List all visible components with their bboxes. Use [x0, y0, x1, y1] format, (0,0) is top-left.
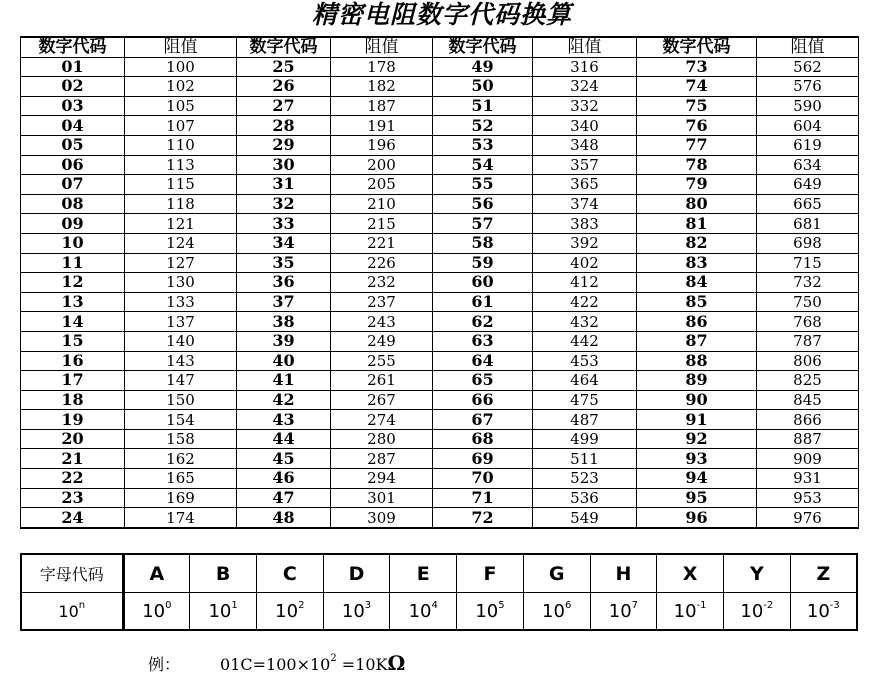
table-body	[21, 57, 859, 528]
resistance-value-cell: 432	[533, 312, 637, 332]
resistance-value-cell: 107	[125, 116, 237, 136]
header-code: 数字代码	[21, 37, 125, 57]
digit-code-cell: 02	[21, 77, 125, 97]
digit-code-cell: 69	[433, 449, 533, 469]
table-row	[21, 410, 859, 430]
multiplier-exponent: 3	[364, 599, 372, 611]
letter-code-cell: C	[256, 554, 323, 593]
letter-code-cell: D	[323, 554, 390, 593]
digit-code-cell: 77	[637, 135, 757, 155]
digit-code-cell: 65	[433, 371, 533, 391]
digit-code-cell: 26	[237, 77, 331, 97]
resistance-value-cell: 210	[331, 194, 433, 214]
resistance-value-cell: 187	[331, 96, 433, 116]
example-prefix: 例：	[148, 655, 181, 674]
digit-code-cell: 91	[637, 410, 757, 430]
digit-code-cell: 73	[637, 57, 757, 77]
table-row	[21, 155, 859, 175]
resistance-value-cell: 243	[331, 312, 433, 332]
digit-code-cell: 06	[21, 155, 125, 175]
letter-code-cell: Y	[723, 554, 790, 593]
letter-code-table	[20, 553, 858, 631]
resistance-value-cell: 182	[331, 77, 433, 97]
resistance-value-cell: 523	[533, 469, 637, 489]
resistance-value-cell: 665	[757, 194, 859, 214]
digit-code-cell: 11	[21, 253, 125, 273]
digit-code-cell: 31	[237, 175, 331, 195]
table-row	[21, 390, 859, 410]
digit-code-cell: 28	[237, 116, 331, 136]
digit-code-cell: 45	[237, 449, 331, 469]
resistance-value-cell: 287	[331, 449, 433, 469]
example-formula: 01C=100×10	[220, 655, 331, 674]
digit-code-cell: 62	[433, 312, 533, 332]
multiplier-base: 10	[208, 600, 232, 622]
digit-code-cell: 61	[433, 292, 533, 312]
multiplier-base: 10	[408, 600, 432, 622]
resistance-value-cell: 392	[533, 233, 637, 253]
resistance-value-cell: 453	[533, 351, 637, 371]
digit-code-cell: 56	[433, 194, 533, 214]
resistance-value-cell: 340	[533, 116, 637, 136]
digit-code-cell: 47	[237, 488, 331, 508]
resistance-value-cell: 316	[533, 57, 637, 77]
multiplier-base: 10	[475, 600, 499, 622]
digit-code-cell: 78	[637, 155, 757, 175]
digit-code-cell: 79	[637, 175, 757, 195]
resistance-value-cell: 365	[533, 175, 637, 195]
digit-code-cell: 50	[433, 77, 533, 97]
resistance-value-cell: 102	[125, 77, 237, 97]
table-row	[21, 508, 859, 528]
resistance-value-cell: 121	[125, 214, 237, 234]
resistance-value-cell: 768	[757, 312, 859, 332]
resistance-value-cell: 115	[125, 175, 237, 195]
resistance-value-cell: 124	[125, 233, 237, 253]
multiplier-cell	[723, 593, 790, 631]
letter-code-cell: G	[523, 554, 590, 593]
multiplier-base: 10	[542, 600, 565, 622]
letter-code-cell: F	[457, 554, 524, 593]
digit-code-cell: 71	[433, 488, 533, 508]
digit-code-cell: 36	[237, 273, 331, 293]
multiplier-cell	[457, 593, 524, 631]
resistance-value-cell: 143	[125, 351, 237, 371]
multiplier-cell	[390, 593, 457, 631]
digit-code-cell: 92	[637, 429, 757, 449]
table-row	[21, 429, 859, 449]
power-row	[21, 593, 857, 631]
table-row	[21, 135, 859, 155]
digit-code-cell: 09	[21, 214, 125, 234]
multiplier-exponent: 6	[564, 599, 572, 611]
resistance-value-cell: 604	[757, 116, 859, 136]
digit-code-cell: 05	[21, 135, 125, 155]
resistance-value-cell: 499	[533, 429, 637, 449]
digit-code-cell: 24	[21, 508, 125, 528]
multiplier-exponent: -2	[763, 599, 774, 611]
digit-code-cell: 29	[237, 135, 331, 155]
digit-code-cell: 85	[637, 292, 757, 312]
resistance-value-cell: 267	[331, 390, 433, 410]
resistance-value-cell: 549	[533, 508, 637, 528]
resistance-value-cell: 200	[331, 155, 433, 175]
table-row	[21, 273, 859, 293]
digit-code-cell: 59	[433, 253, 533, 273]
table-row	[21, 175, 859, 195]
header-code: 数字代码	[433, 37, 533, 57]
digit-code-cell: 22	[21, 469, 125, 489]
multiplier-base: 10	[341, 600, 365, 622]
digit-code-cell: 74	[637, 77, 757, 97]
table-row	[21, 233, 859, 253]
resistance-value-cell: 536	[533, 488, 637, 508]
power-label-exp: n	[78, 599, 86, 611]
resistance-value-cell: 619	[757, 135, 859, 155]
digit-code-cell: 42	[237, 390, 331, 410]
digit-code-cell: 08	[21, 194, 125, 214]
digit-code-cell: 32	[237, 194, 331, 214]
multiplier-exponent: 5	[498, 599, 505, 611]
multiplier-base: 10	[740, 600, 764, 622]
letter-code-cell: B	[190, 554, 257, 593]
digit-code-cell: 21	[21, 449, 125, 469]
digit-code-cell: 07	[21, 175, 125, 195]
multiplier-exponent: 1	[231, 599, 238, 611]
digit-code-cell: 37	[237, 292, 331, 312]
multiplier-base: 10	[673, 600, 697, 622]
multiplier-exponent: 4	[431, 599, 438, 611]
resistance-value-cell: 464	[533, 371, 637, 391]
resistance-value-cell: 127	[125, 253, 237, 273]
digit-code-cell: 14	[21, 312, 125, 332]
resistance-value-cell: 215	[331, 214, 433, 234]
digit-code-cell: 84	[637, 273, 757, 293]
resistance-value-cell: 576	[757, 77, 859, 97]
digit-code-cell: 66	[433, 390, 533, 410]
letter-code-cell: X	[657, 554, 724, 593]
resistance-value-cell: 140	[125, 331, 237, 351]
digit-code-cell: 33	[237, 214, 331, 234]
digit-code-cell: 17	[21, 371, 125, 391]
multiplier-base: 10	[608, 600, 632, 622]
resistance-value-cell: 825	[757, 371, 859, 391]
digit-code-cell: 10	[21, 233, 125, 253]
resistance-value-cell: 787	[757, 331, 859, 351]
digit-code-cell: 16	[21, 351, 125, 371]
letter-code-cell: A	[123, 554, 190, 593]
resistance-value-cell: 205	[331, 175, 433, 195]
digit-code-cell: 81	[637, 214, 757, 234]
digit-code-cell: 53	[433, 135, 533, 155]
resistance-value-cell: 750	[757, 292, 859, 312]
resistance-value-cell: 357	[533, 155, 637, 175]
page-title: 精密电阻数字代码换算	[311, 0, 572, 29]
resistance-value-cell: 422	[533, 292, 637, 312]
multiplier-base: 10	[806, 600, 830, 622]
header-value: 阻值	[533, 37, 637, 57]
digit-code-cell: 70	[433, 469, 533, 489]
multiplier-base: 10	[142, 600, 166, 622]
resistance-value-cell: 412	[533, 273, 637, 293]
digit-code-cell: 88	[637, 351, 757, 371]
resistance-value-cell: 332	[533, 96, 637, 116]
digit-code-cell: 19	[21, 410, 125, 430]
resistance-value-cell: 237	[331, 292, 433, 312]
digit-code-cell: 83	[637, 253, 757, 273]
table-row	[21, 96, 859, 116]
digit-code-cell: 30	[237, 155, 331, 175]
table-row	[21, 312, 859, 332]
multiplier-cell	[256, 593, 323, 631]
digit-code-cell: 89	[637, 371, 757, 391]
digit-code-cell: 39	[237, 331, 331, 351]
letter-code-cell: Z	[790, 554, 857, 593]
resistance-value-cell: 196	[331, 135, 433, 155]
resistance-value-cell: 255	[331, 351, 433, 371]
resistance-value-cell: 274	[331, 410, 433, 430]
digit-code-cell: 63	[433, 331, 533, 351]
letter-code-cell: E	[390, 554, 457, 593]
multiplier-cell	[523, 593, 590, 631]
table-row	[21, 449, 859, 469]
digit-code-cell: 54	[433, 155, 533, 175]
digit-code-cell: 44	[237, 429, 331, 449]
resistance-value-cell: 866	[757, 410, 859, 430]
digit-code-cell: 60	[433, 273, 533, 293]
header-value: 阻值	[331, 37, 433, 57]
digit-code-cell: 82	[637, 233, 757, 253]
digit-code-cell: 04	[21, 116, 125, 136]
digit-code-cell: 15	[21, 331, 125, 351]
multiplier-exponent: -3	[829, 599, 840, 611]
multiplier-cell	[323, 593, 390, 631]
resistance-value-cell: 383	[533, 214, 637, 234]
digit-code-cell: 95	[637, 488, 757, 508]
resistance-value-cell: 442	[533, 331, 637, 351]
resistance-value-cell: 158	[125, 429, 237, 449]
digit-code-cell: 90	[637, 390, 757, 410]
multiplier-cell	[123, 593, 190, 631]
resistance-value-cell: 374	[533, 194, 637, 214]
multiplier-base: 10	[275, 600, 299, 622]
digit-code-cell: 55	[433, 175, 533, 195]
resistance-value-cell: 100	[125, 57, 237, 77]
resistance-value-cell: 113	[125, 155, 237, 175]
digit-code-cell: 68	[433, 429, 533, 449]
resistance-value-cell: 226	[331, 253, 433, 273]
resistance-value-cell: 511	[533, 449, 637, 469]
digit-code-cell: 01	[21, 57, 125, 77]
table-header-row	[21, 37, 859, 57]
resistance-value-cell: 178	[331, 57, 433, 77]
digit-code-cell: 18	[21, 390, 125, 410]
table-row	[21, 488, 859, 508]
resistance-value-cell: 309	[331, 508, 433, 528]
header-code: 数字代码	[637, 37, 757, 57]
resistance-value-cell: 806	[757, 351, 859, 371]
digit-code-cell: 94	[637, 469, 757, 489]
resistance-value-cell: 301	[331, 488, 433, 508]
header-value: 阻值	[125, 37, 237, 57]
resistance-value-cell: 118	[125, 194, 237, 214]
multiplier-exponent: 0	[165, 599, 172, 611]
resistance-value-cell: 232	[331, 273, 433, 293]
example-line	[148, 650, 405, 676]
digit-code-cell: 20	[21, 429, 125, 449]
digit-code-cell: 96	[637, 508, 757, 528]
resistance-value-cell: 887	[757, 429, 859, 449]
multiplier-exponent: 2	[298, 599, 305, 611]
resistance-value-cell: 130	[125, 273, 237, 293]
digit-code-cell: 25	[237, 57, 331, 77]
letter-code-label: 字母代码	[21, 554, 123, 593]
digit-code-cell: 03	[21, 96, 125, 116]
resistance-value-cell: 845	[757, 390, 859, 410]
resistor-code-table	[20, 36, 859, 529]
digit-code-cell: 57	[433, 214, 533, 234]
resistance-value-cell: 191	[331, 116, 433, 136]
resistance-value-cell: 634	[757, 155, 859, 175]
multiplier-cell	[657, 593, 724, 631]
letter-row	[21, 554, 857, 593]
letter-code-cell: H	[590, 554, 657, 593]
multiplier-exponent: -1	[696, 599, 707, 611]
resistance-value-cell: 261	[331, 371, 433, 391]
resistance-value-cell: 154	[125, 410, 237, 430]
digit-code-cell: 48	[237, 508, 331, 528]
resistance-value-cell: 348	[533, 135, 637, 155]
table-row	[21, 57, 859, 77]
multiplier-cell	[790, 593, 857, 631]
digit-code-cell: 80	[637, 194, 757, 214]
resistance-value-cell: 715	[757, 253, 859, 273]
resistance-value-cell: 953	[757, 488, 859, 508]
resistance-value-cell: 133	[125, 292, 237, 312]
table-row	[21, 371, 859, 391]
header-code: 数字代码	[237, 37, 331, 57]
digit-code-cell: 12	[21, 273, 125, 293]
digit-code-cell: 34	[237, 233, 331, 253]
digit-code-cell: 75	[637, 96, 757, 116]
power-label	[21, 593, 123, 631]
digit-code-cell: 52	[433, 116, 533, 136]
table-row	[21, 194, 859, 214]
table-row	[21, 214, 859, 234]
resistance-value-cell: 174	[125, 508, 237, 528]
digit-code-cell: 72	[433, 508, 533, 528]
digit-code-cell: 41	[237, 371, 331, 391]
digit-code-cell: 67	[433, 410, 533, 430]
example-exponent: 2	[330, 653, 337, 664]
resistance-value-cell: 221	[331, 233, 433, 253]
table-row	[21, 77, 859, 97]
resistance-value-cell: 931	[757, 469, 859, 489]
resistance-value-cell: 402	[533, 253, 637, 273]
resistance-value-cell: 162	[125, 449, 237, 469]
digit-code-cell: 49	[433, 57, 533, 77]
digit-code-cell: 51	[433, 96, 533, 116]
resistance-value-cell: 475	[533, 390, 637, 410]
digit-code-cell: 38	[237, 312, 331, 332]
multiplier-cell	[190, 593, 257, 631]
resistance-value-cell: 909	[757, 449, 859, 469]
resistance-value-cell: 976	[757, 508, 859, 528]
resistance-value-cell: 698	[757, 233, 859, 253]
digit-code-cell: 13	[21, 292, 125, 312]
digit-code-cell: 93	[637, 449, 757, 469]
resistance-value-cell: 487	[533, 410, 637, 430]
resistance-value-cell: 732	[757, 273, 859, 293]
resistance-value-cell: 249	[331, 331, 433, 351]
digit-code-cell: 23	[21, 488, 125, 508]
resistance-value-cell: 165	[125, 469, 237, 489]
digit-code-cell: 76	[637, 116, 757, 136]
example-result: =10K	[336, 655, 388, 674]
table-row	[21, 116, 859, 136]
multiplier-cell	[590, 593, 657, 631]
resistance-value-cell: 649	[757, 175, 859, 195]
resistance-value-cell: 294	[331, 469, 433, 489]
digit-code-cell: 43	[237, 410, 331, 430]
digit-code-cell: 87	[637, 331, 757, 351]
digit-code-cell: 58	[433, 233, 533, 253]
power-label-base: 10	[58, 601, 79, 621]
ohm-symbol: Ω	[387, 651, 406, 675]
resistance-value-cell: 324	[533, 77, 637, 97]
resistance-value-cell: 110	[125, 135, 237, 155]
digit-code-cell: 64	[433, 351, 533, 371]
header-value: 阻值	[757, 37, 859, 57]
resistance-value-cell: 280	[331, 429, 433, 449]
digit-code-cell: 35	[237, 253, 331, 273]
resistance-value-cell: 147	[125, 371, 237, 391]
resistance-value-cell: 105	[125, 96, 237, 116]
resistance-value-cell: 562	[757, 57, 859, 77]
table-row	[21, 469, 859, 489]
resistance-value-cell: 681	[757, 214, 859, 234]
resistance-value-cell: 137	[125, 312, 237, 332]
table-row	[21, 253, 859, 273]
digit-code-cell: 46	[237, 469, 331, 489]
resistance-value-cell: 150	[125, 390, 237, 410]
digit-code-cell: 40	[237, 351, 331, 371]
multiplier-exponent: 7	[631, 599, 639, 611]
table-row	[21, 351, 859, 371]
digit-code-cell: 86	[637, 312, 757, 332]
table-row	[21, 331, 859, 351]
resistance-value-cell: 590	[757, 96, 859, 116]
digit-code-cell: 27	[237, 96, 331, 116]
resistance-value-cell: 169	[125, 488, 237, 508]
table-row	[21, 292, 859, 312]
